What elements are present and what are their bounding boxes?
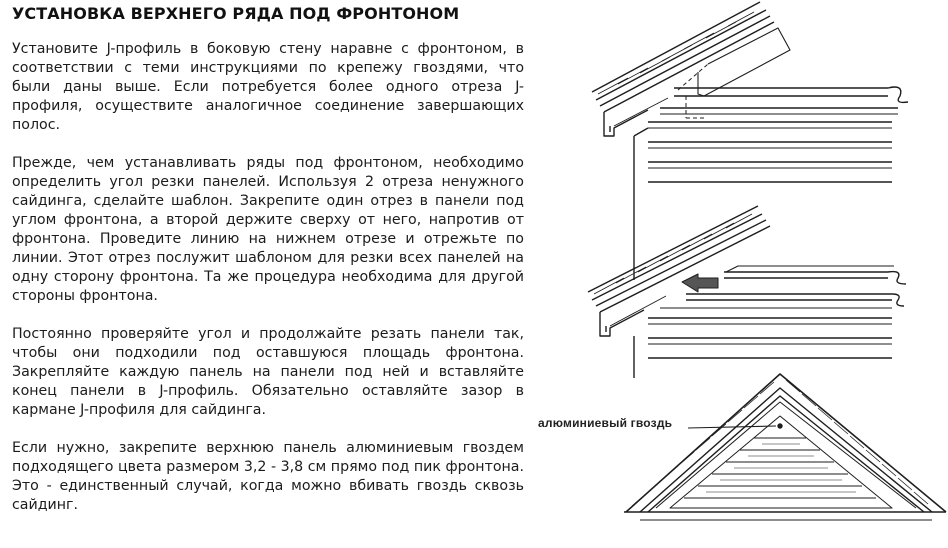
illustrations bbox=[548, 0, 948, 548]
instructions-text bbox=[12, 40, 524, 534]
aluminum-nail-callout: алюминиевый гвоздь bbox=[538, 416, 673, 430]
paragraph-check-angle: Постоянно проверяйте угол и продолжайте резать панели так, чтобы они подходили под оставшуюся площадь фронтона. Закрепляйте каждую панель на панели под ней и вставляйте конец панели в J-профиль. Обязательно оставляйте зазор в кармане J-профиля для сайдинга. bbox=[12, 326, 524, 418]
figure-gable-template-cut bbox=[588, 206, 906, 378]
paragraph-j-profile: Установите J-профиль в боковую стену наравне с фронтоном, в соответствии с теми инструкциями по крепежу гвоздями, что были даны выше. Если потребуется более одного отреза J-профиля, осуществите аналогичное соединение завершающих полос. bbox=[12, 41, 524, 133]
page-title: УСТАНОВКА ВЕРХНЕГО РЯДА ПОД ФРОНТОНОМ bbox=[12, 4, 460, 23]
figure-gable-peak-nail bbox=[624, 374, 946, 520]
figure-gable-j-profile bbox=[592, 2, 908, 280]
paragraph-aluminum-nail: Если нужно, закрепите верхнюю панель алюминиевым гвоздем подходящего цвета размером 3,2 - 3,8 см прямо под пик фронтона. Это - единственный случай, когда можно вбивать гвоздь сквозь сайдинг. bbox=[12, 440, 524, 513]
paragraph-cut-template: Прежде, чем устанавливать ряды под фронтоном, необходимо определить угол резки панелей. Используя 2 отреза ненужного сайдинга, сделайте шаблон. Закрепите один отрез в панели под углом фронтона, а второй держите сверху от него, напротив от фронтона. Проведите линию на нижнем отрезе и отрежьте по линии. Этот отрез послужит шаблоном для резки всех панелей на одну сторону фронтона. Та же процедура необходима для другой стороны фронтона. bbox=[12, 155, 524, 304]
